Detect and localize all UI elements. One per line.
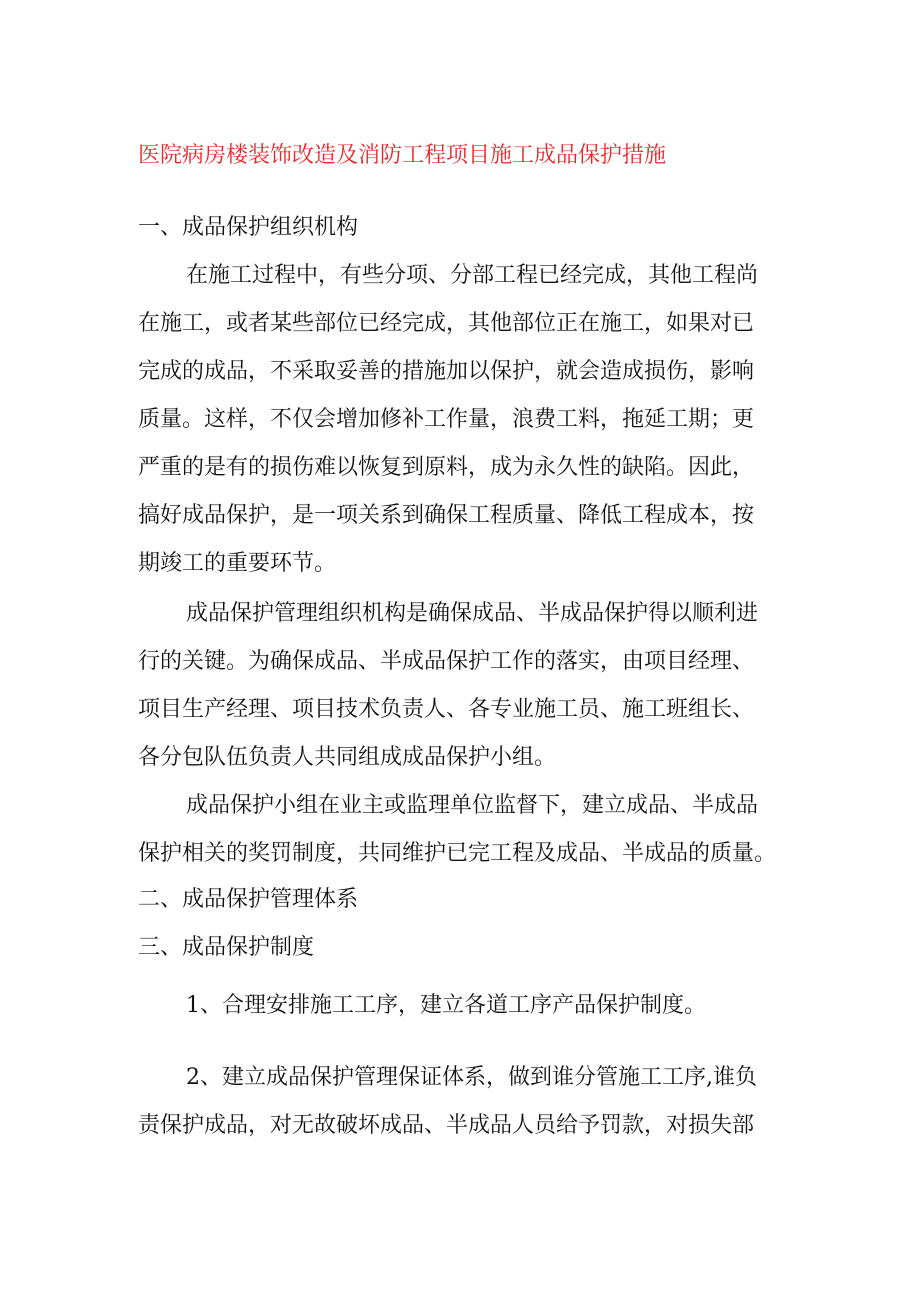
paragraph-1	[138, 252, 798, 588]
paragraph-line: 搞好成品保护，是一项关系到确保工程质量、降低工程成本，按	[138, 503, 755, 528]
paragraph-2	[138, 590, 798, 782]
paragraph-line: 项目生产经理、项目技术负责人、各专业施工员、施工班组长、	[138, 697, 755, 722]
paragraph-line: 2、建立成品保护管理保证体系，做到谁分管施工工序,谁负	[186, 1065, 757, 1090]
paragraph-line: 在施工，或者某些部位已经完成，其他部位正在施工，如果对已	[138, 311, 755, 336]
paragraph-line: 期竣工的重要环节。	[138, 551, 337, 576]
paragraph-line: 行的关键。为确保成品、半成品保护工作的落实，由项目经理、	[138, 649, 755, 674]
paragraph-line: 质量。这样，不仅会增加修补工作量，浪费工料，拖延工期；更	[138, 407, 755, 432]
paragraph-line: 完成的成品，不采取妥善的措施加以保护，就会造成损伤，影响	[138, 359, 755, 384]
section-heading-1: 一、成品保护组织机构	[138, 215, 359, 240]
paragraph-line: 各分包队伍负责人共同组成成品保护小组。	[138, 745, 557, 770]
paragraph-line: 在施工过程中，有些分项、分部工程已经完成，其他工程尚	[186, 263, 759, 288]
paragraph-line: 严重的是有的损伤难以恢复到原料，成为永久性的缺陷。因此，	[138, 455, 755, 480]
document-title: 医院病房楼装饰改造及消防工程项目施工成品保护措施	[138, 143, 667, 168]
paragraph-line: 责保护成品，对无故破坏成品、半成品人员给予罚款，对损失部	[138, 1113, 755, 1138]
policy-item-1: 1、合理安排施工工序，建立各道工序产品保护制度。	[186, 993, 706, 1018]
policy-item-2	[138, 1054, 798, 1150]
paragraph-3	[138, 782, 798, 878]
paragraph-line: 成品保护小组在业主或监理单位监督下，建立成品、半成品	[186, 793, 759, 818]
section-heading-2: 二、成品保护管理体系	[138, 887, 359, 912]
section-heading-3: 三、成品保护制度	[138, 935, 315, 960]
paragraph-line: 成品保护管理组织机构是确保成品、半成品保护得以顺利进	[186, 601, 759, 626]
paragraph-line: 保护相关的奖罚制度，共同维护已完工程及成品、半成品的质量。	[138, 841, 777, 866]
